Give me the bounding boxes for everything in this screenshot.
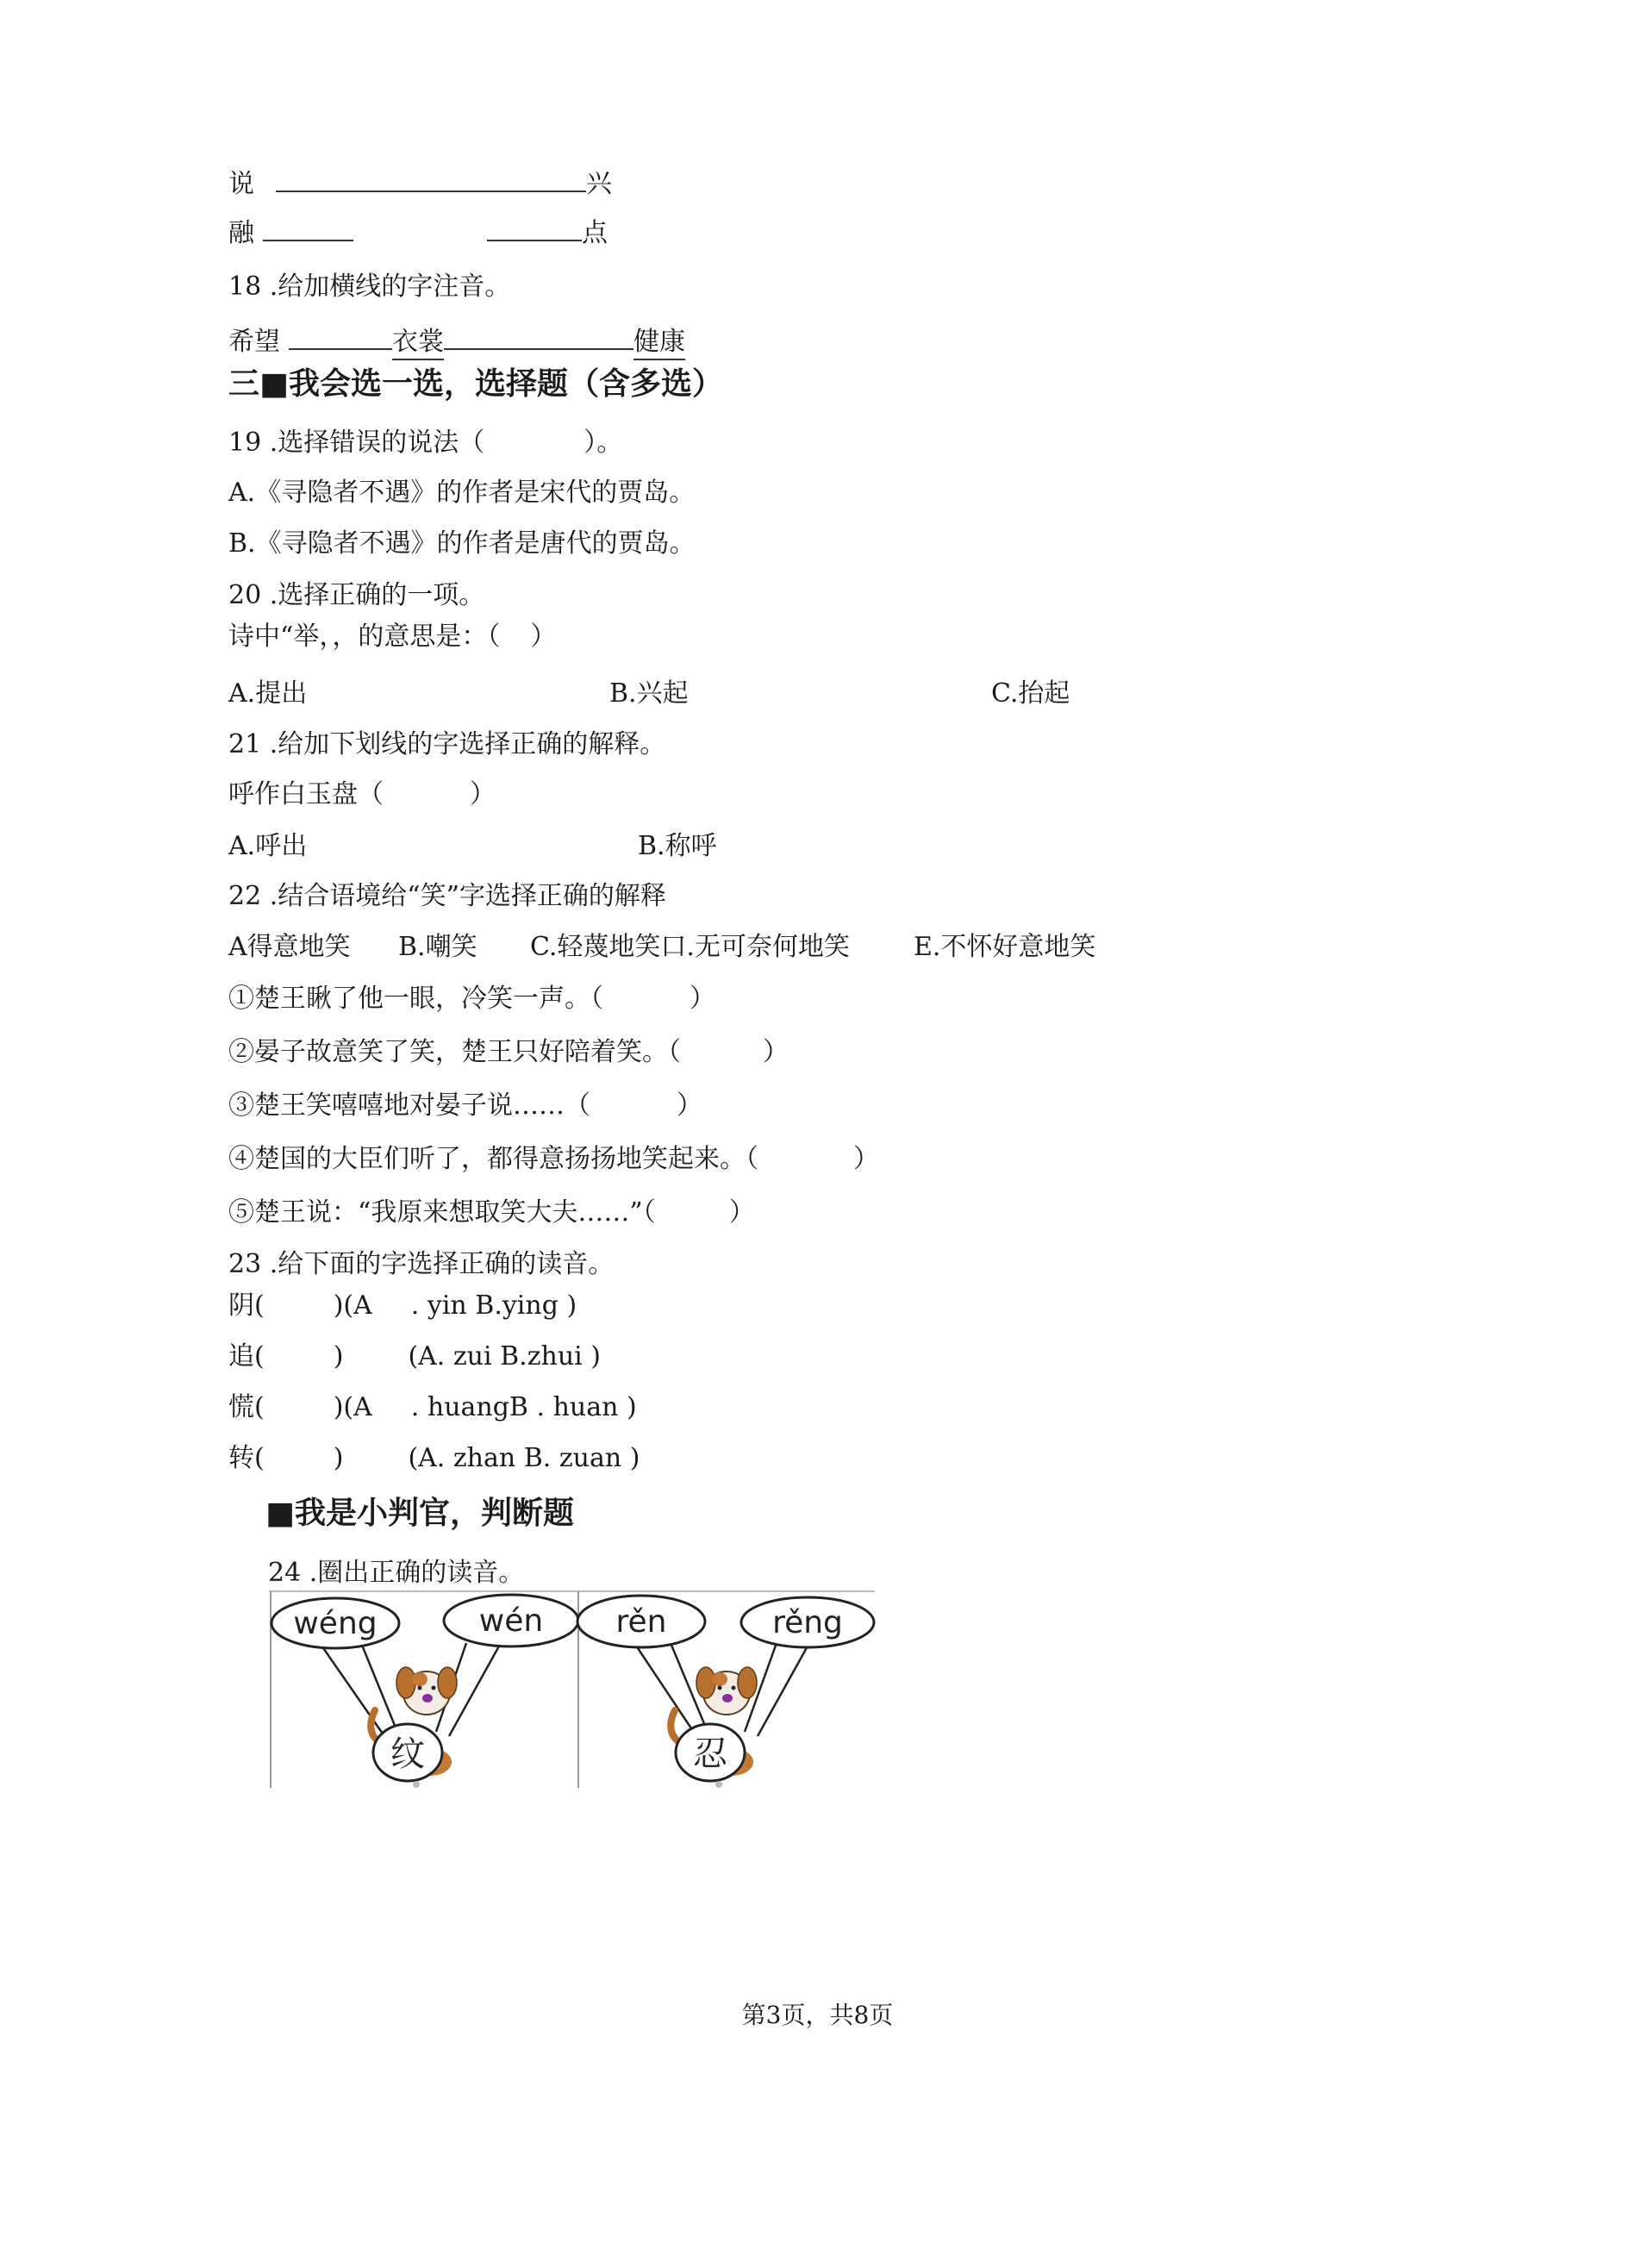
q22-item-close: ） [853,1144,879,1174]
q22-item-text: ①楚王瞅了他一眼，冷笑一声。（ [228,984,603,1014]
q23-options: (A. zhan B. zuan ) [408,1443,640,1473]
q23-options: . yin B.ying ) [410,1290,577,1321]
q17-row1 [228,166,612,197]
q19-option-b: B.《寻隐者不遇》的作者是唐代的贾岛。 [228,528,696,559]
section3-marker: 三 [228,366,260,402]
q17-row2 [228,216,608,247]
q20-line [228,624,556,650]
q23-stem: 23 .给下面的字选择正确的读音。 [228,1249,615,1279]
q20-option-a: A.提出 [228,678,308,709]
square-bullet-icon: ■ [259,366,290,402]
q23-char: 追( [228,1341,265,1371]
q22-item-close: ） [690,984,715,1014]
pinyin-option-2a[interactable]: rěn [615,1604,667,1640]
q22-item-4 [228,1146,879,1172]
q22-item-text: ⑤楚王说：“我原来想取笑大夫……”（ [228,1197,656,1228]
q23-options: . huangB . huan ) [410,1392,637,1422]
q19-stem-text: 19 .选择错误的说法（ [228,428,485,458]
q18-stem: 18 .给加横线的字注音。 [228,272,511,302]
q22-option-cd: C.轻蔑地笑口.无可奈何地笑 [530,932,850,962]
pinyin-panel-2 [577,1596,874,1788]
q21-line [228,779,496,809]
q18-word-1: 希望 [228,327,280,357]
q21-line-close: ） [470,779,496,809]
q17-row1-right: 兴 [586,169,612,199]
q22-item-text: ④楚国的大臣们听了，都得意扬扬地笑起来。（ [228,1144,758,1174]
pinyin-option-1a[interactable]: wéng [293,1606,378,1641]
section4-heading [265,1498,574,1529]
q18-word-2: 衣裳 [392,327,444,360]
q17-row2-left: 融 [228,218,254,248]
q23-close: ) [333,1443,344,1473]
section3-title: 我会选一选，选择题（含多选） [289,366,724,402]
q23-char: 阴( [228,1290,265,1321]
answer-blank[interactable] [487,216,582,241]
q22-option-a: A得意地笑 [228,932,351,962]
q23-char: 慌( [228,1392,265,1422]
q18-word-3: 健康 [633,327,685,360]
q22-item-5 [228,1197,755,1228]
answer-blank[interactable] [263,216,353,241]
answer-blank[interactable] [289,324,392,350]
q22-option-b: B.嘲笑 [398,932,477,962]
pinyin-option-1b[interactable]: wén [478,1603,544,1639]
q22-item-close: ） [763,1037,789,1067]
q20-option-c: C.抬起 [991,678,1070,709]
q21-stem: 21 .给加下划线的字选择正确的解释。 [228,729,666,759]
q20-line-text: 诗中“举，，的意思是：（ [228,622,501,652]
page-footer: 第3页，共8页 [741,2001,894,2029]
q19-stem [228,430,622,456]
panel-1-character: 纹 [390,1734,425,1774]
pinyin-figure [268,1590,876,1788]
q17-row1-left: 说 [228,169,254,199]
q20-option-b: B.兴起 [609,678,689,709]
square-bullet-icon: ■ [265,1496,296,1531]
q23-row-3 [228,1392,637,1422]
q17-row2-right: 点 [582,218,608,248]
q23-row-1 [228,1290,577,1321]
q19-stem-close: ）。 [583,428,623,458]
q23-close: ) [333,1341,344,1371]
q22-item-1 [228,986,715,1012]
q21-option-b: B.称呼 [638,831,717,861]
q22-item-close: ） [728,1197,755,1228]
answer-blank[interactable] [444,324,633,350]
q22-option-e: E.不怀好意地笑 [914,932,1096,962]
q22-item-close: ） [677,1090,702,1121]
answer-blank[interactable] [276,166,586,192]
q21-line-text: 呼作白玉盘（ [228,779,384,809]
q23-row-4 [228,1443,640,1473]
q22-stem: 22 .结合语境给“笑”字选择正确的解释 [228,881,666,911]
pinyin-option-2b[interactable]: rěng [772,1605,843,1640]
q23-options: (A. zui B.zhui ) [408,1341,602,1371]
section3-heading [228,366,724,402]
q21-option-a: A.呼出 [228,831,308,861]
q20-stem: 20 .选择正确的一项。 [228,580,485,610]
q23-close: )(A [333,1290,372,1321]
q22-item-text: ②晏子故意笑了笑，楚王只好陪着笑。（ [228,1037,681,1067]
q23-char: 转( [228,1443,265,1473]
q22-item-2 [228,1037,789,1067]
panel-2-character: 忍 [693,1734,727,1774]
q24-stem: 24 .圈出正确的读音。 [268,1558,525,1588]
q19-option-a: A.《寻隐者不遇》的作者是宋代的贾岛。 [228,478,696,508]
q22-item-3 [228,1090,702,1121]
pinyin-panel-1 [271,1595,578,1788]
q23-close: )(A [333,1392,372,1422]
q20-line-close: ） [530,622,557,652]
section4-title: 我是小判官，判断题 [295,1496,575,1531]
q23-row-2 [228,1341,602,1371]
q22-item-text: ③楚王笑嘻嘻地对晏子说……（ [228,1090,590,1121]
q18-words [228,324,685,355]
